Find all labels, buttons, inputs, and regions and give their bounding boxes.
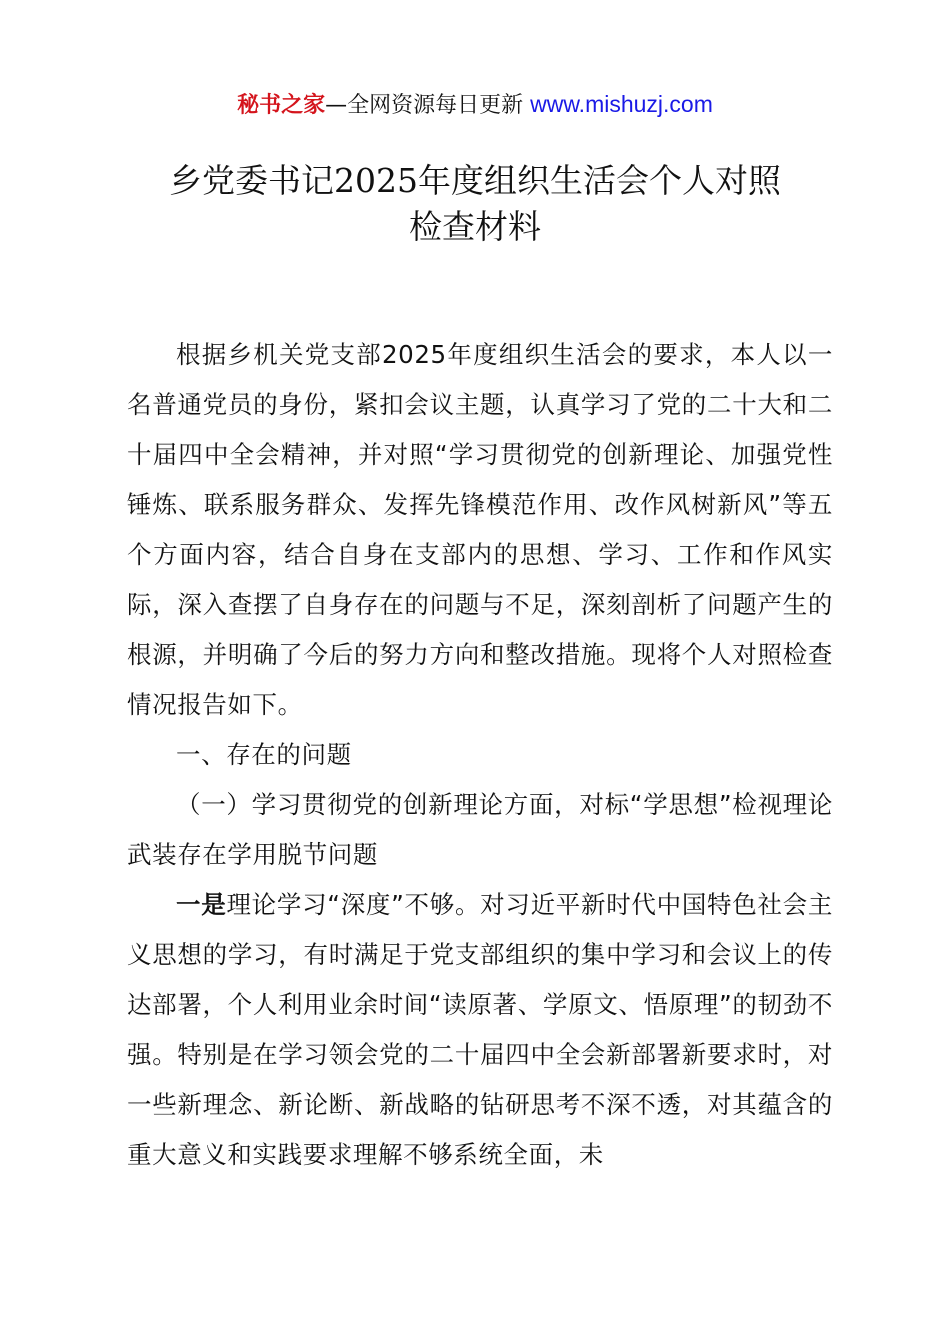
site-header — [0, 88, 950, 122]
document-title — [110, 158, 840, 250]
document-body — [127, 330, 833, 1180]
point-paragraph — [127, 880, 833, 1180]
site-brand: 秘书之家 — [237, 93, 326, 118]
document-title-line-2: 检查材料 — [409, 207, 541, 246]
site-tagline: —全网资源每日更新 — [325, 93, 531, 118]
section-heading: 一、存在的问题 — [176, 740, 352, 769]
point-lead: 一是 — [176, 890, 227, 919]
subsection-heading: （一）学习贯彻党的创新理论方面，对标“学思想”检视理论武装存在学用脱节问题 — [127, 790, 833, 869]
site-url-link[interactable]: www.mishuzj.com — [530, 91, 713, 117]
document-title-line-1: 乡党委书记2025年度组织生活会个人对照 — [169, 161, 781, 200]
point-text: 理论学习“深度”不够。对习近平新时代中国特色社会主义思想的学习，有时满足于党支部组织的集中学习和会议上的传达部署，个人利用业余时间“读原著、学原文、悟原理”的韧劲不强。特别是在学习领会党的二十届四中全会新部署新要求时，对一些新理念、新论断、新战略的钻研思考不深不透，对其蕴含的重大意义和实践要求理解不够系统全面，未 — [127, 890, 834, 1169]
intro-paragraph: 根据乡机关党支部2025年度组织生活会的要求，本人以一名普通党员的身份，紧扣会议主题，认真学习了党的二十大和二十届四中全会精神，并对照“学习贯彻党的创新理论、加强党性锤炼、联系服务群众、发挥先锋模范作用、改作风树新风”等五个方面内容，结合自身在支部内的思想、学习、工作和作风实际，深入查摆了自身存在的问题与不足，深刻剖析了问题产生的根源，并明确了今后的努力方向和整改措施。现将个人对照检查情况报告如下。 — [127, 340, 833, 719]
